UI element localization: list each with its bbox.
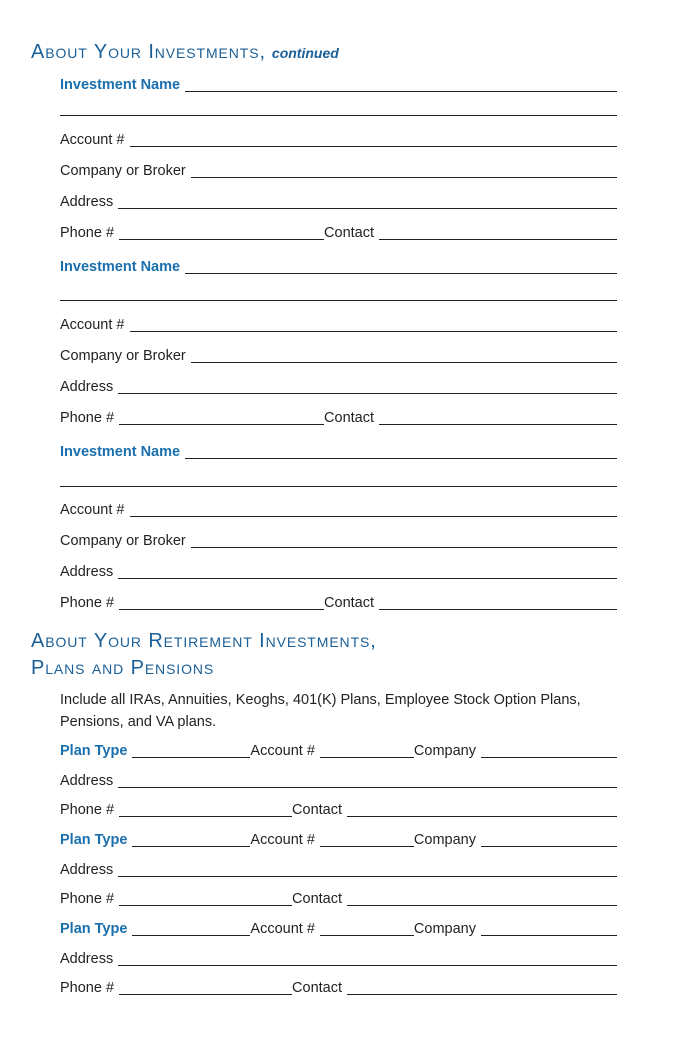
investment-name-field[interactable]: [185, 91, 617, 92]
section-title-retirement-line2: Plans and Pensions: [31, 657, 215, 679]
plan-account-label: Account #: [250, 920, 315, 937]
address-label: Address: [60, 193, 114, 210]
plan-account-field[interactable]: [320, 935, 414, 936]
investment-name-row: [60, 444, 617, 460]
address-label: Address: [60, 563, 114, 580]
plan-company-label: Company: [413, 742, 476, 759]
company-broker-label: Company or Broker: [60, 347, 186, 364]
section-title-investments: [31, 42, 339, 62]
plan-contact-field[interactable]: [347, 816, 617, 817]
investment-name-label: Investment Name: [60, 258, 181, 275]
plan-phone-contact-row: [60, 980, 617, 996]
investment-name-row: [60, 77, 617, 93]
company-broker-label: Company or Broker: [60, 532, 186, 549]
address-field[interactable]: [118, 208, 617, 209]
plan-company-field[interactable]: [481, 757, 617, 758]
contact-field[interactable]: [379, 424, 617, 425]
address-label: Address: [60, 378, 114, 395]
plan-address-row: [60, 951, 617, 967]
plan-type-label: Plan Type: [60, 742, 128, 759]
plan-row: [60, 832, 617, 848]
plan-company-field[interactable]: [481, 935, 617, 936]
section-title-text: About Your Investments,: [31, 41, 266, 63]
investment-name-field[interactable]: [185, 273, 617, 274]
retirement-instructions: Include all IRAs, Annuities, Keoghs, 401(K) Plans, Employee Stock Option Plans, Pensions, and VA plans.: [60, 692, 581, 730]
account-label: Account #: [60, 131, 125, 148]
account-field[interactable]: [130, 331, 618, 332]
account-row: [60, 317, 617, 333]
company-broker-field[interactable]: [191, 547, 617, 548]
address-row: [60, 194, 617, 210]
plan-phone-contact-row: [60, 802, 617, 818]
investment-name-label: Investment Name: [60, 76, 181, 93]
contact-label: Contact: [292, 890, 343, 907]
phone-label: Phone #: [60, 979, 115, 996]
plan-type-label: Plan Type: [60, 920, 128, 937]
company-broker-field[interactable]: [191, 177, 617, 178]
contact-label: Contact: [292, 979, 343, 996]
phone-contact-row: [60, 225, 617, 241]
phone-label: Phone #: [60, 409, 115, 426]
plan-phone-field[interactable]: [119, 816, 292, 817]
investment-name-field-continued[interactable]: [60, 300, 617, 301]
plan-phone-field[interactable]: [119, 905, 292, 906]
plan-address-field[interactable]: [118, 965, 617, 966]
company-broker-label: Company or Broker: [60, 162, 186, 179]
phone-label: Phone #: [60, 801, 115, 818]
plan-company-label: Company: [413, 831, 476, 848]
account-label: Account #: [60, 316, 125, 333]
contact-label: Contact: [292, 801, 343, 818]
plan-company-label: Company: [413, 920, 476, 937]
plan-account-field[interactable]: [320, 846, 414, 847]
plan-company-field[interactable]: [481, 846, 617, 847]
address-row: [60, 379, 617, 395]
phone-field[interactable]: [119, 239, 324, 240]
plan-address-field[interactable]: [118, 787, 617, 788]
account-row: [60, 132, 617, 148]
plan-row: [60, 743, 617, 759]
plan-phone-field[interactable]: [119, 994, 292, 995]
phone-contact-row: [60, 595, 617, 611]
account-row: [60, 502, 617, 518]
contact-field[interactable]: [379, 609, 617, 610]
investment-name-field[interactable]: [185, 458, 617, 459]
plan-account-label: Account #: [250, 831, 315, 848]
company-broker-row: [60, 348, 617, 364]
investment-name-field-continued[interactable]: [60, 115, 617, 116]
plan-contact-field[interactable]: [347, 905, 617, 906]
address-label: Address: [60, 950, 114, 967]
investment-name-label: Investment Name: [60, 443, 181, 460]
account-field[interactable]: [130, 146, 618, 147]
contact-label: Contact: [324, 594, 375, 611]
plan-address-row: [60, 773, 617, 789]
plan-phone-contact-row: [60, 891, 617, 907]
plan-address-field[interactable]: [118, 876, 617, 877]
plan-type-field[interactable]: [132, 846, 250, 847]
address-label: Address: [60, 861, 114, 878]
account-field[interactable]: [130, 516, 618, 517]
address-label: Address: [60, 772, 114, 789]
investment-name-field-continued[interactable]: [60, 486, 617, 487]
plan-type-label: Plan Type: [60, 831, 128, 848]
phone-field[interactable]: [119, 424, 324, 425]
account-label: Account #: [60, 501, 125, 518]
address-field[interactable]: [118, 578, 617, 579]
phone-label: Phone #: [60, 224, 115, 241]
contact-label: Contact: [324, 409, 375, 426]
contact-label: Contact: [324, 224, 375, 241]
plan-contact-field[interactable]: [347, 994, 617, 995]
address-field[interactable]: [118, 393, 617, 394]
company-broker-row: [60, 163, 617, 179]
phone-field[interactable]: [119, 609, 324, 610]
company-broker-field[interactable]: [191, 362, 617, 363]
continued-label: continued: [271, 45, 339, 61]
phone-label: Phone #: [60, 594, 115, 611]
contact-field[interactable]: [379, 239, 617, 240]
phone-contact-row: [60, 410, 617, 426]
plan-type-field[interactable]: [132, 757, 250, 758]
plan-account-field[interactable]: [320, 757, 414, 758]
plan-address-row: [60, 862, 617, 878]
investment-name-row: [60, 259, 617, 275]
plan-type-field[interactable]: [132, 935, 250, 936]
plan-account-label: Account #: [250, 742, 315, 759]
company-broker-row: [60, 533, 617, 549]
phone-label: Phone #: [60, 890, 115, 907]
address-row: [60, 564, 617, 580]
plan-row: [60, 921, 617, 937]
section-title-retirement-line1: About Your Retirement Investments,: [31, 630, 377, 652]
